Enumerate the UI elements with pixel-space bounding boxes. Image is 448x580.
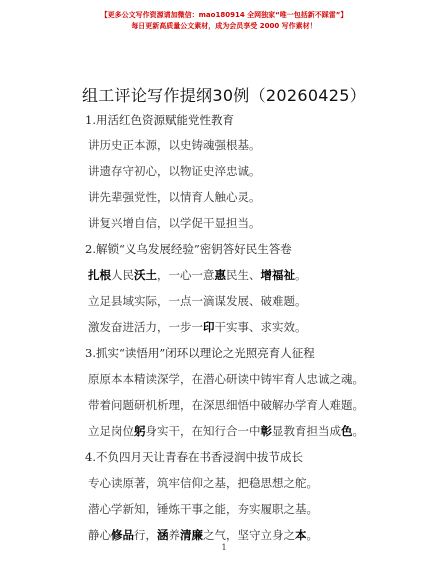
text-segment: 立足岗位 [88,424,134,438]
emphasized-text: 印 [203,320,215,334]
promo-banner-line-2: 每日更新高质量公文素材，成为会员享受 2000 写作素材！ [131,22,317,30]
text-segment: 讲遗存守初心，以物证史淬忠诚。 [88,164,261,178]
emphasized-text: 躬 [134,424,146,438]
text-segment: 静心 [88,528,111,542]
outline-point [88,528,318,542]
text-segment: 。 [352,424,364,438]
outline-point [88,216,261,230]
promo-banner-line-1: 【更多公文写作资源请加微信：mao180914 全网独家“唯一包括新不踩雷”】 [100,11,348,19]
outline-point [88,502,318,516]
outline-point [88,424,364,438]
outline-point [88,294,307,308]
text-segment: ，一心一意 [157,268,215,282]
outline-point [88,138,261,152]
emphasized-text: 本 [295,528,307,542]
text-segment: 讲历史正本源，以史铸魂强根基。 [88,138,261,152]
outline-point [88,320,307,334]
text-segment: 讲复兴增自信，以学促干显担当。 [88,216,261,230]
text-segment: 养 [168,528,180,542]
emphasized-text: 彰 [260,424,272,438]
text-segment: 激发奋进活力，一步一 [88,320,203,334]
text-segment: 人民 [111,268,134,282]
text-segment: 身实干，在知行合一中 [145,424,261,438]
text-segment: 显教育担当成 [272,424,341,438]
emphasized-text: 惠 [214,268,226,282]
outline-point [88,190,261,204]
emphasized-text: 色 [341,424,353,438]
text-segment: 原原本本精读深学，在潜心研读中铸牢育人忠诚之魂。 [88,372,364,386]
text-segment: 带着问题研机析理，在深思细悟中破解办学育人难题。 [88,398,364,412]
text-segment: 。 [295,268,307,282]
emphasized-text: 沃土 [134,268,157,282]
section-heading: 3.抓实“读悟用”闭环以理论之光照亮育人征程 [85,346,315,360]
section-heading: 1.用活红色资源赋能党性教育 [85,113,234,127]
outline-point [88,476,318,490]
text-segment: 。 [306,528,318,542]
emphasized-text: 涵 [157,528,169,542]
section-heading: 2.解锁“义乌发展经验”密钥答好民生答卷 [85,242,292,256]
outline-point [88,164,261,178]
section-heading: 4.不负四月天让青春在书香浸润中拔节成长 [85,450,303,464]
text-segment: 干实事、求实效。 [214,320,307,334]
text-segment: 讲先辈强党性，以情育人触心灵。 [88,190,261,204]
text-segment: 立足县域实际，一点一滴谋发展、破难题。 [88,294,307,308]
text-segment: 专心读原著，筑牢信仰之基，把稳思想之舵。 [88,476,318,490]
outline-point [88,268,307,282]
emphasized-text: 扎根 [88,268,111,282]
text-segment: 民生、 [226,268,261,282]
text-segment: 之气，坚守立身之 [203,528,295,542]
document-title: 组工评论写作提纲30例（20260425） [81,86,367,105]
outline-point [88,398,364,412]
text-segment: 潜心学新知，锤炼干事之能，夯实履职之基。 [88,502,318,516]
outline-point [88,372,364,386]
emphasized-text: 清廉 [180,528,203,542]
text-segment: 行， [134,528,157,542]
promo-banner [0,10,448,32]
emphasized-text: 增福祉 [260,268,295,282]
emphasized-text: 修品 [111,528,134,542]
page-number: 1 [221,543,227,552]
